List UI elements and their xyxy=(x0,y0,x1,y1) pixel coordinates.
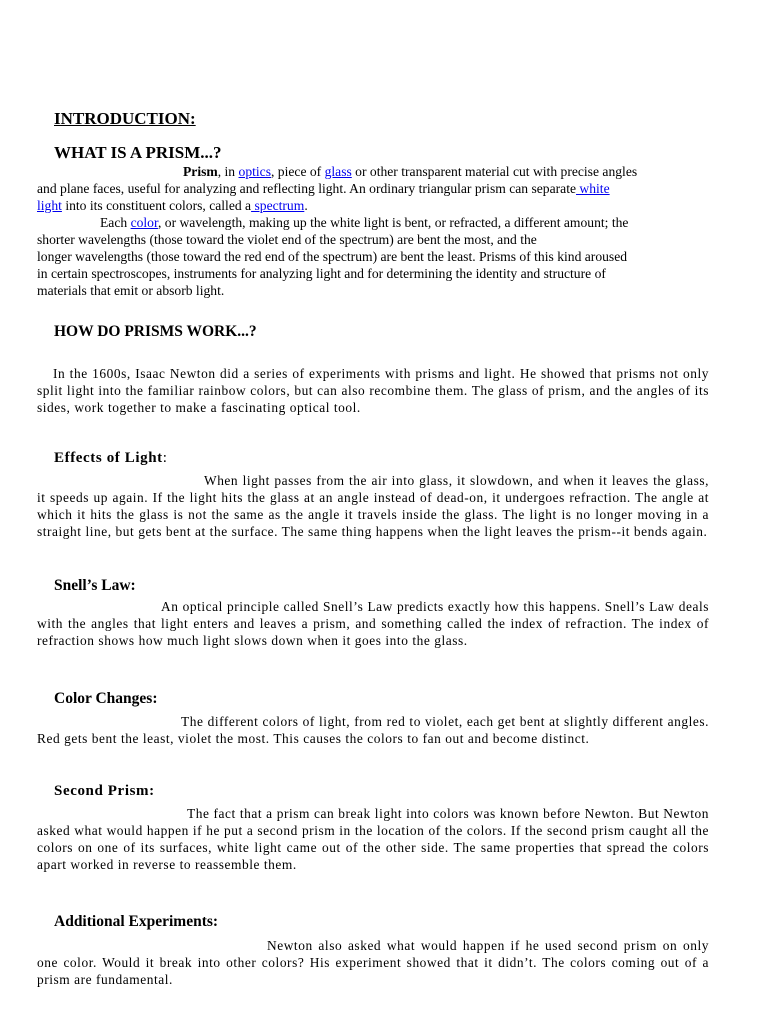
color-changes-heading: Color Changes: xyxy=(54,690,158,707)
what-is-prism-heading: WHAT IS A PRISM...? xyxy=(54,143,222,162)
link-glass[interactable]: glass xyxy=(324,164,352,179)
link-optics[interactable]: optics xyxy=(238,164,271,179)
link-white-light-2[interactable]: light xyxy=(37,198,62,213)
snells-law-text: An optical principle called Snell’s Law predicts exactly how this happens. Snell’s Law deals with the angles that light enters and leaves a prism, and something called the index of refraction. The index of refraction shows how much light slows down when it goes into the glass. xyxy=(37,599,709,648)
effects-of-light-text: When light passes from the air into glass, it slowdown, and when it leaves the glass, it speeds up again. If the light hits the glass at an angle instead of dead-on, it undergoes refraction. The angle at which it hits the glass is not the same as the angle it travels inside the glass. The light is no longer moving in a straight line, but gets bent at the surface. The same thing happens when the light leaves the prism--it bends again. xyxy=(37,473,709,539)
prism-term: Prism xyxy=(183,164,218,179)
snells-law-heading: Snell’s Law: xyxy=(54,577,136,594)
link-spectrum[interactable]: spectrum xyxy=(251,198,305,213)
color-changes-text: The different colors of light, from red to violet, each get bent at slightly different angles. Red gets bent the least, violet the most. This causes the colors to fan out and become distinct. xyxy=(37,714,709,746)
intro-paragraph-1: Prism, in optics, piece of glass or other transparent material cut with precise angles and plane faces, useful for analyzing and reflecting light. An ordinary triangular prism can separate white light into its constituent colors, called a spectrum. xyxy=(37,164,638,213)
effects-of-light-heading: Effects of Light: xyxy=(54,450,168,466)
link-color[interactable]: color xyxy=(130,215,158,230)
how-prisms-work-heading: HOW DO PRISMS WORK...? xyxy=(54,323,257,340)
intro-paragraph-2: Each color, or wavelength, making up the white light is bent, or refracted, a different amount; the shorter wavelengths (those toward the violet end of the spectrum) are bent the most, and the longer wavelengths (those toward the red end of the spectrum) are bent the least. Prisms of this kind aroused in certain spectroscopes, instruments for analyzing light and for determining the identity and structure of materials that emit or absorb light. xyxy=(37,215,629,298)
intro-heading: INTRODUCTION: xyxy=(54,109,196,128)
second-prism-heading: Second Prism: xyxy=(54,783,155,799)
additional-experiments-text: Newton also asked what would happen if he used second prism on only one color. Would it break into other colors? His experiment showed that it didn’t. The colors coming out of a prism are fundamental. xyxy=(37,938,709,987)
link-white-light[interactable]: white xyxy=(576,181,610,196)
additional-experiments-heading: Additional Experiments: xyxy=(54,913,219,930)
how-prisms-work-text: In the 1600s, Isaac Newton did a series of experiments with prisms and light. He showed that prisms not only split light into the familiar rainbow colors, but can also recombine them. The glass of prism, and the angles of its sides, work together to make a fascinating optical tool. xyxy=(37,366,709,415)
second-prism-text: The fact that a prism can break light into colors was known before Newton. But Newton asked what would happen if he put a second prism in the location of the colors. If the second prism caught all the colors on one of its surfaces, white light came out of the other side. The same properties that spread the colors apart worked in reverse to reassemble them. xyxy=(37,806,709,872)
